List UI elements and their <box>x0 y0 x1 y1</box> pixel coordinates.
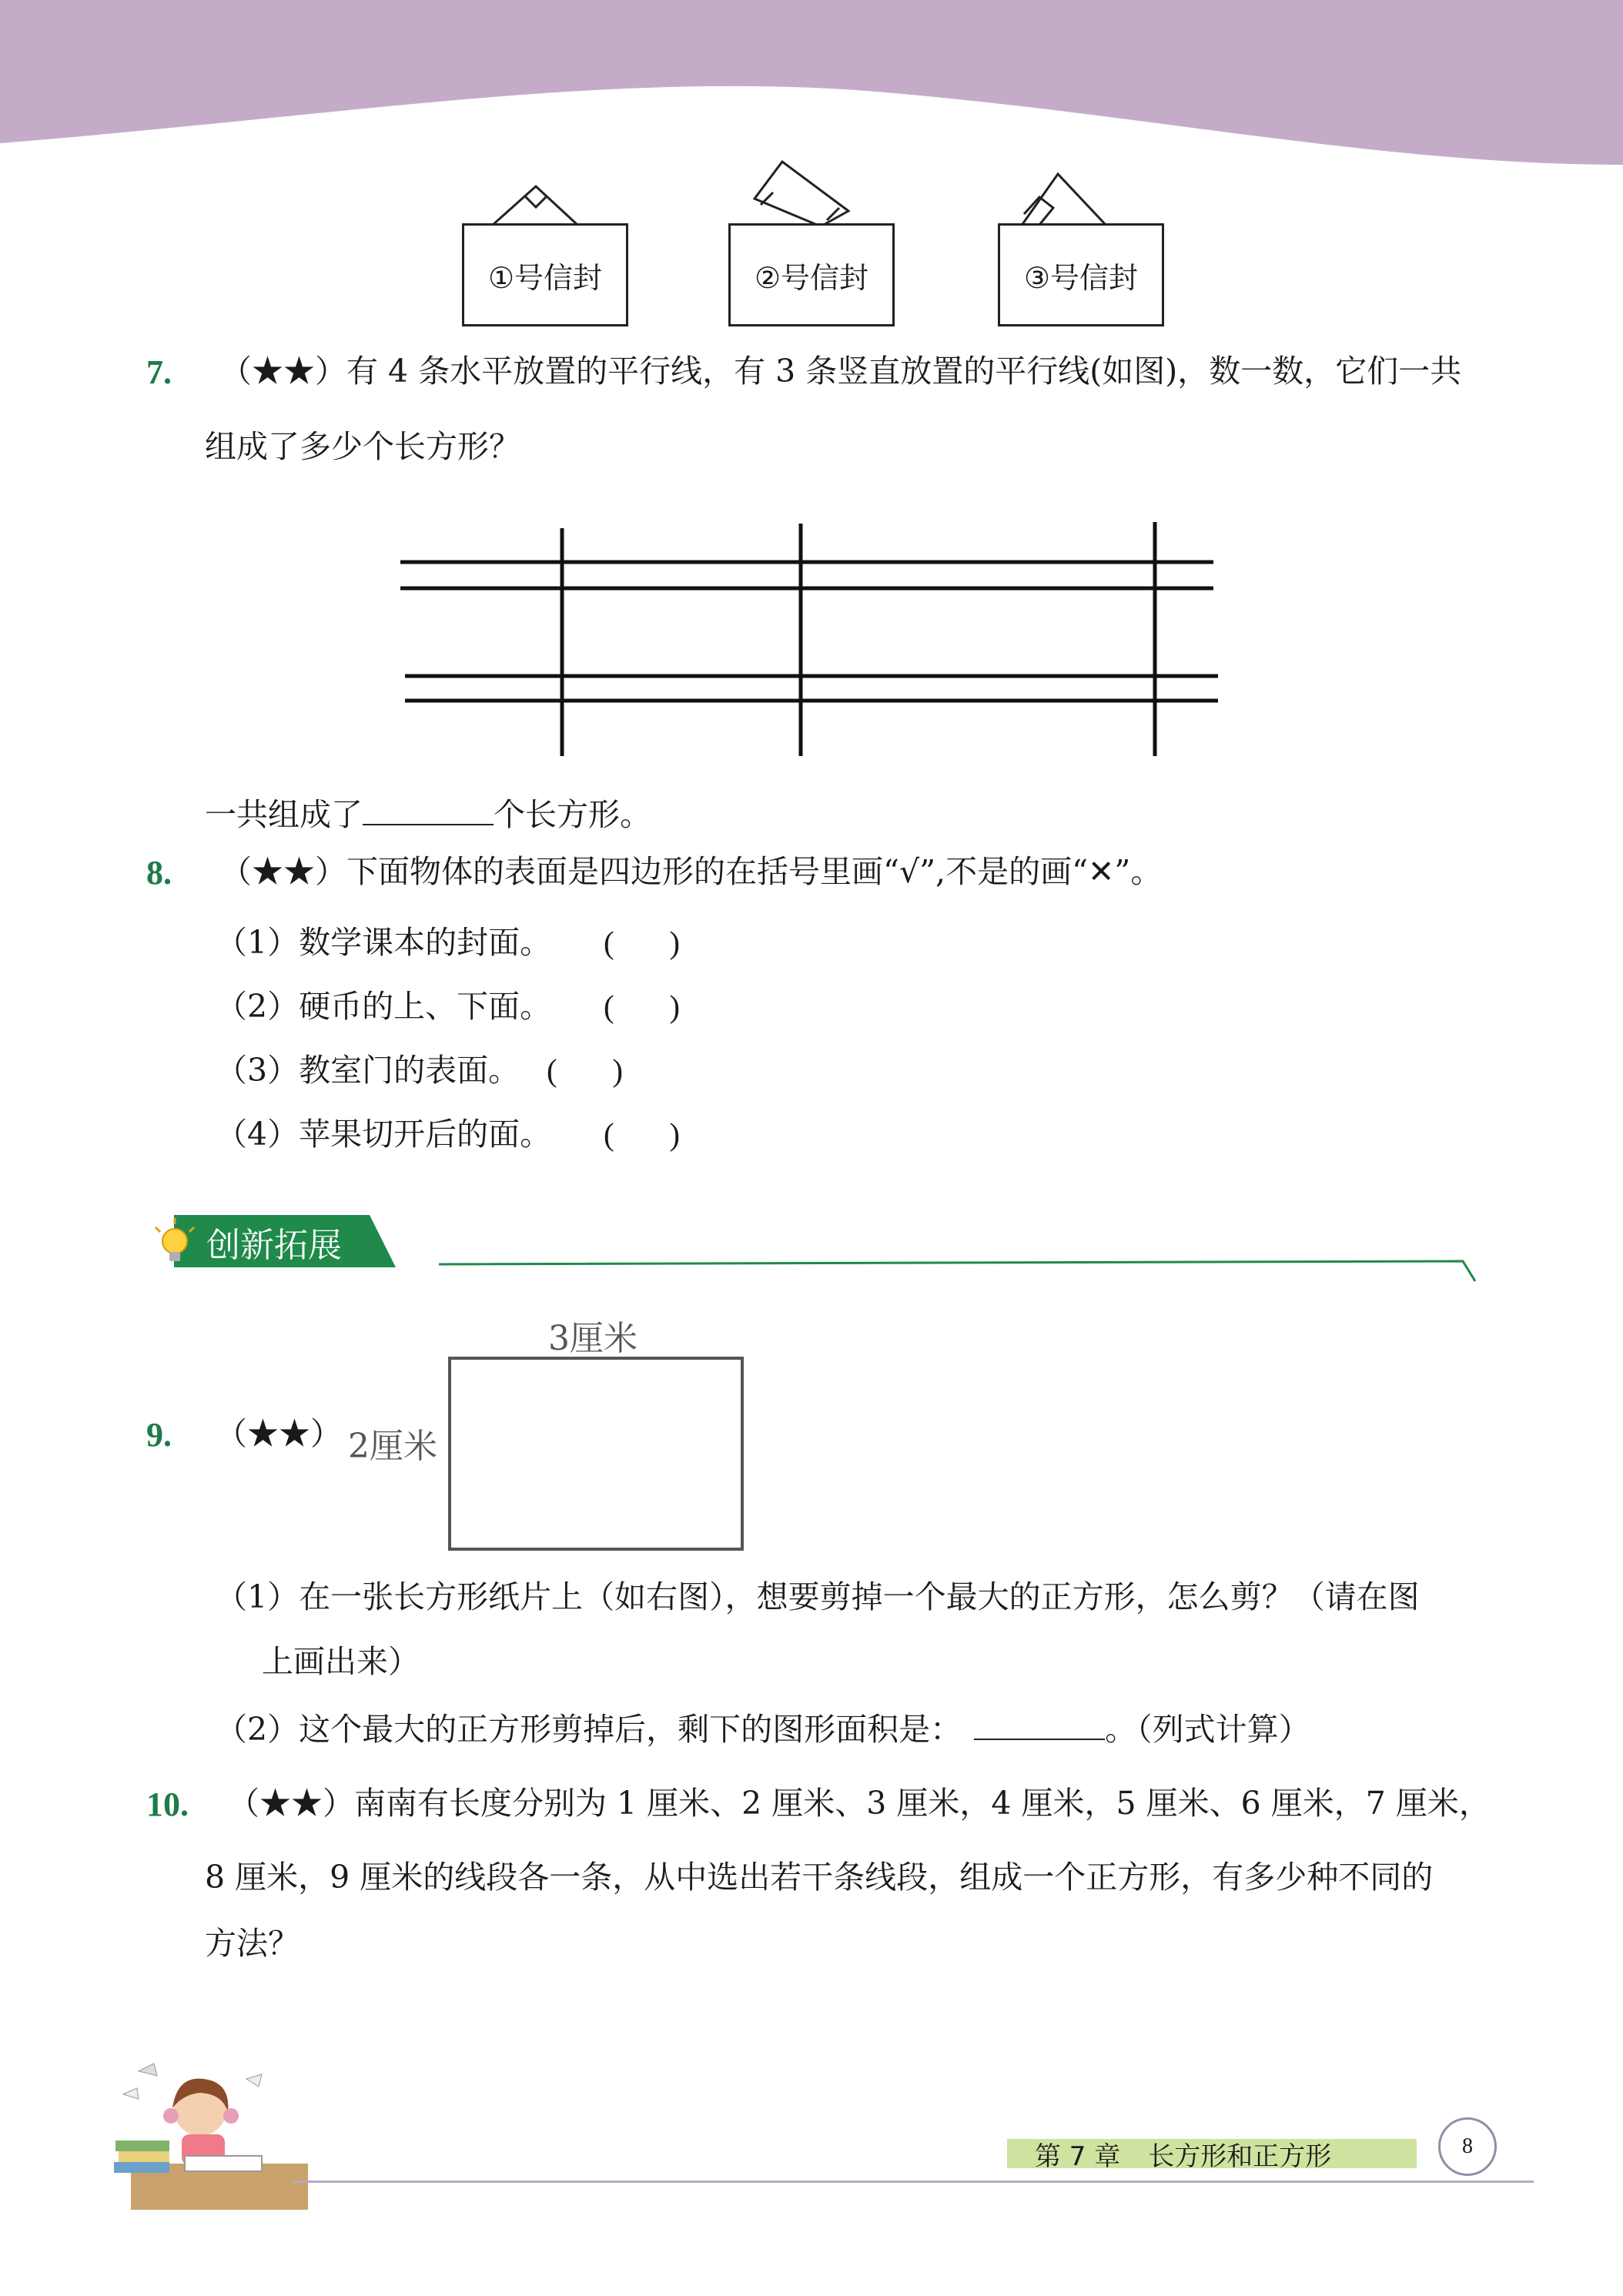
q7-number: 7. <box>146 353 172 391</box>
q10-line1: （★★）南南有长度分别为 1 厘米、2 厘米、3 厘米，4 厘米，5 厘米、6 厘米，7 厘米， <box>228 1785 1491 1822</box>
girl-reading-illustration <box>108 2048 331 2217</box>
footer-chapter: 第 7 章 <box>1035 2140 1121 2172</box>
footer-chapter-bar <box>1007 2139 1417 2172</box>
envelope-2 <box>728 223 895 326</box>
q7-answer-blank[interactable] <box>363 793 494 825</box>
q9-sub2-prefix: （2）这个最大的正方形剪掉后，剩下的图形面积是： <box>216 1711 962 1748</box>
q8-prompt: （★★）下面物体的表面是四边形的在括号里画“√”,不是的画“✕”。 <box>220 853 1163 890</box>
footer-chapter-title: 长方形和正方形 <box>1148 2140 1332 2172</box>
lightbulb-icon <box>148 1217 202 1270</box>
section-underline <box>431 1255 1478 1286</box>
q9-sub1-line1: （1）在一张长方形纸片上（如右图），想要剪掉一个最大的正方形，怎么剪？（请在图 <box>216 1578 1420 1615</box>
q10-line3: 方法？ <box>205 1925 300 1962</box>
envelope-2-label: ②号信封 <box>754 260 869 295</box>
q8-item-1: （1）数学课本的封面。 <box>216 924 552 961</box>
envelope-2-flap <box>728 154 895 228</box>
q8-item-3: （3）教室门的表面。 <box>216 1052 520 1089</box>
q8-item-3-parens[interactable]: ( ) <box>547 1053 624 1088</box>
q9-rectangle[interactable] <box>448 1357 744 1551</box>
envelope-1-flap <box>462 182 628 228</box>
q8-item-1-parens[interactable]: ( ) <box>604 925 681 960</box>
q7-answer-suffix: 个长方形。 <box>494 796 651 833</box>
envelope-3 <box>998 223 1164 326</box>
q8-item-2-parens[interactable]: ( ) <box>604 989 681 1024</box>
q9-sub2 <box>216 1708 1310 1749</box>
q9-sub2-suffix: 。（列式计算） <box>1105 1711 1310 1748</box>
q8-item-4: （4）苹果切开后的面。 <box>216 1116 552 1153</box>
q9-number: 9. <box>146 1416 172 1454</box>
q9-height-label: 2厘米 <box>348 1427 437 1466</box>
q7-line1: （★★）有 4 条水平放置的平行线，有 3 条竖直放置的平行线(如图)，数一数，它们一共 <box>220 353 1462 390</box>
q9-width-label: 3厘米 <box>548 1319 637 1358</box>
q8-item-4-parens[interactable]: ( ) <box>604 1116 681 1152</box>
envelope-3-label: ③号信封 <box>1023 260 1139 295</box>
envelope-3-flap <box>998 169 1164 228</box>
q8-item-2: （2）硬币的上、下面。 <box>216 988 552 1025</box>
footer-line <box>293 2181 1534 2183</box>
q9-sub1-line2: 上画出来） <box>262 1643 420 1680</box>
envelope-1 <box>462 223 628 326</box>
q7-answer-prefix: 一共组成了 <box>205 796 363 833</box>
envelope-1-label: ①号信封 <box>487 260 603 295</box>
q7-answer <box>205 793 651 834</box>
q7-line2: 组成了多少个长方形？ <box>205 428 520 465</box>
q10-line2: 8 厘米，9 厘米的线段各一条，从中选出若干条线段，组成一个正方形，有多少种不同的 <box>205 1859 1434 1896</box>
q10-number: 10. <box>146 1786 189 1823</box>
q7-parallel-lines-figure <box>393 517 1224 762</box>
page-number <box>1438 2117 1497 2176</box>
page-number-text: 8 <box>1462 2134 1473 2158</box>
q9-stars: （★★） <box>216 1415 342 1452</box>
q8-number: 8. <box>146 854 172 892</box>
q9-sub2-blank[interactable] <box>974 1708 1105 1740</box>
header-band <box>0 0 1623 177</box>
section-title: 创新拓展 <box>206 1226 342 1265</box>
